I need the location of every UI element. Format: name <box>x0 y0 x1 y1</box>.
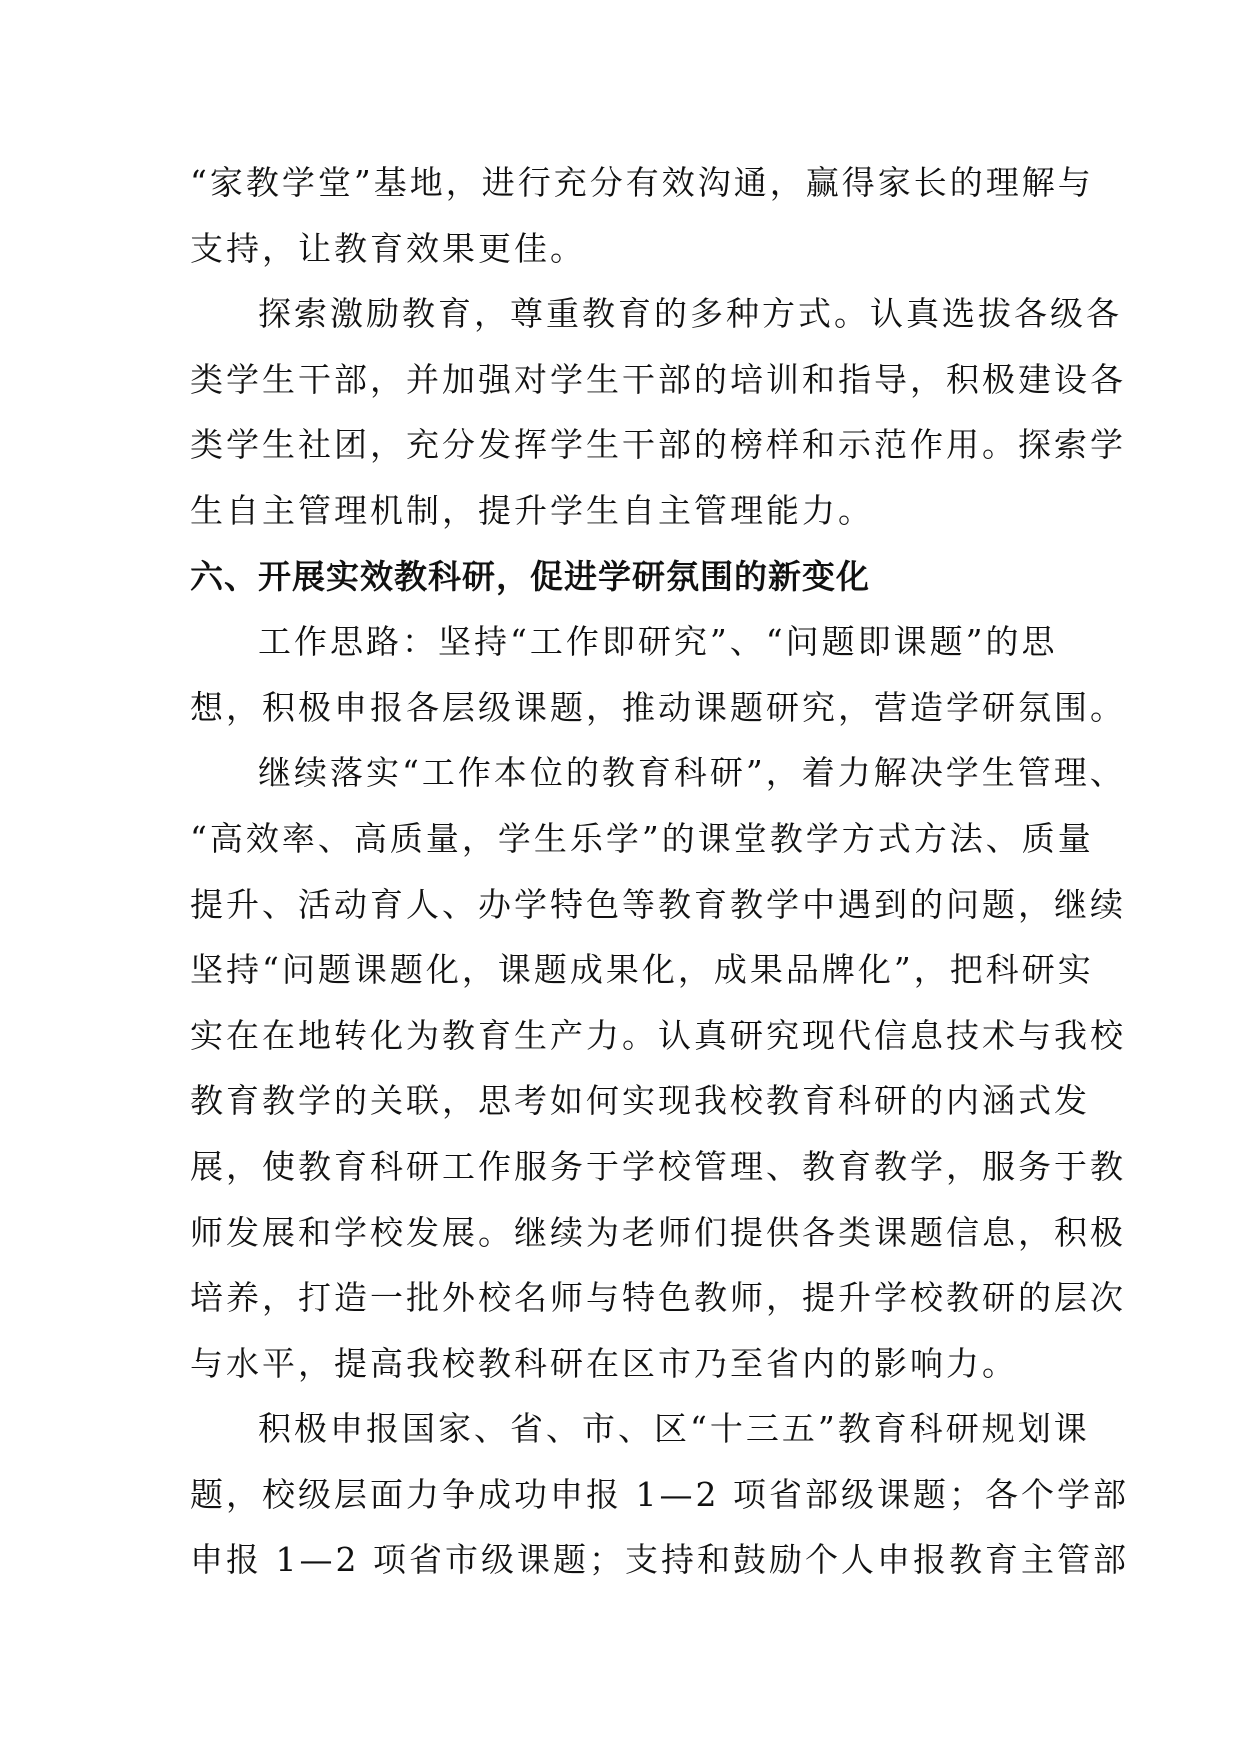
text-line: 坚持“问题课题化，课题成果化，成果品牌化”，把科研实 <box>190 950 1094 990</box>
text-line: 工作思路：坚持“工作即研究”、“问题即课题”的思 <box>258 622 1058 662</box>
paragraph-incentive-education <box>190 281 1126 543</box>
text-line: 支持，让教育效果更佳。 <box>190 228 586 268</box>
text-line: 教育教学的关联，思考如何实现我校教育科研的内涵式发 <box>190 1081 1090 1121</box>
paragraph-work-ideas <box>190 609 1126 740</box>
heading-text: 六、开展实效教科研，促进学研氛围的新变化 <box>190 556 870 596</box>
paragraph-research-implementation <box>190 740 1126 1396</box>
text-line: 积极申报国家、省、市、区“十三五”教育科研规划课 <box>258 1409 1090 1449</box>
text-line: 实在在地转化为教育生产力。认真研究现代信息技术与我校 <box>190 1015 1126 1055</box>
paragraph-project-application <box>190 1396 1129 1593</box>
document-page <box>190 150 1129 1593</box>
text-line: 申报 1—2 项省市级课题；支持和鼓励个人申报教育主管部 <box>190 1540 1129 1580</box>
text-line: 培养，打造一批外校名师与特色教师，提升学校教研的层次 <box>190 1278 1126 1318</box>
paragraph-family-school <box>190 150 1094 281</box>
text-line: 想，积极申报各层级课题，推动课题研究，营造学研氛围。 <box>190 687 1126 727</box>
text-line: 展，使教育科研工作服务于学校管理、教育教学，服务于教 <box>190 1146 1126 1186</box>
section-heading <box>190 544 1050 610</box>
text-line: 继续落实“工作本位的教育科研”，着力解决学生管理、 <box>258 753 1126 793</box>
text-line: 提升、活动育人、办学特色等教育教学中遇到的问题，继续 <box>190 884 1126 924</box>
text-line: “家教学堂”基地，进行充分有效沟通，赢得家长的理解与 <box>190 163 1094 202</box>
text-line: 题，校级层面力争成功申报 1—2 项省部级课题；各个学部 <box>190 1474 1129 1514</box>
text-line: 类学生干部，并加强对学生干部的培训和指导，积极建设各 <box>190 359 1126 399</box>
text-line: 师发展和学校发展。继续为老师们提供各类课题信息，积极 <box>190 1212 1126 1252</box>
text-line: “高效率、高质量，学生乐学”的课堂教学方式方法、质量 <box>190 818 1094 858</box>
text-line: 类学生社团，充分发挥学生干部的榜样和示范作用。探索学 <box>190 425 1126 465</box>
text-line: 探索激励教育，尊重教育的多种方式。认真选拔各级各 <box>258 294 1122 334</box>
text-line: 生自主管理机制，提升学生自主管理能力。 <box>190 490 874 530</box>
text-line: 与水平，提高我校教科研在区市乃至省内的影响力。 <box>190 1343 1018 1383</box>
